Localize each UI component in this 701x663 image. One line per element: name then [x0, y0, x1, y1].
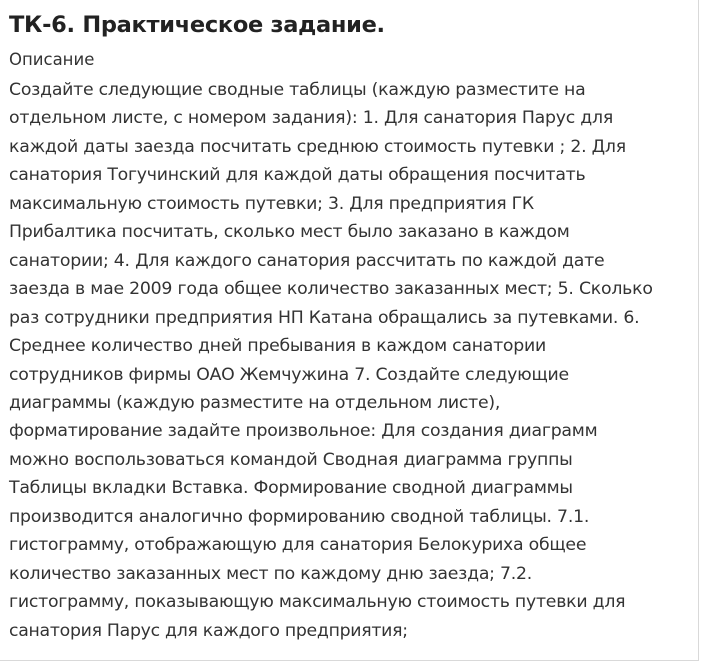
description-line: Создайте следующие сводные таблицы (каждую разместите на	[9, 80, 586, 100]
description-heading: Описание	[9, 50, 95, 69]
description-line: диаграммы (каждую разместите на отдельном листе),	[9, 392, 501, 413]
description-line: заезда в мае 2009 года общее количество заказанных мест; 5. Сколько	[9, 279, 653, 300]
description-line: гистограмму, отображающую для санатория Белокуриха общее	[9, 535, 587, 556]
task-description	[9, 76, 699, 645]
description-line: можно воспользоваться командой Сводная диаграмма группы	[9, 449, 573, 470]
description-line: Среднее количество дней пребывания в каждом санатории	[9, 336, 546, 357]
description-line: санатория Парус для каждого предприятия;	[9, 620, 408, 641]
description-line: максимальную стоимость путевки; 3. Для предприятия ГК	[9, 193, 534, 214]
description-line: производится аналогично формированию сводной таблицы. 7.1.	[9, 506, 590, 527]
description-line: сотрудников фирмы ОАО Жемчужина 7. Создайте следующие	[9, 364, 569, 385]
description-line: санатория Тогучинский для каждой даты обращения посчитать	[9, 165, 586, 186]
description-line: каждой даты заезда посчитать среднюю стоимость путевки ; 2. Для	[9, 136, 626, 157]
description-line: форматирование задайте произвольное: Для создания диаграмм	[9, 421, 598, 442]
description-line: количество заказанных мест по каждому дню заезда; 7.2.	[9, 563, 532, 584]
description-line: санатории; 4. Для каждого санатория рассчитать по каждой дате	[9, 250, 605, 271]
description-line: Таблицы вкладки Вставка. Формирование сводной диаграммы	[9, 478, 573, 499]
description-line: раз сотрудники предприятия НП Катана обращались за путевками. 6.	[9, 307, 640, 328]
description-line: Прибалтика посчитать, сколько мест было заказано в каждом	[9, 222, 570, 243]
task-title: ТК-6. Практическое задание.	[9, 12, 385, 38]
description-line: отдельном листе, с номером задания): 1. Для санатория Парус для	[9, 108, 613, 129]
description-line: гистограмму, показывающую максимальную стоимость путевки для	[9, 592, 626, 613]
